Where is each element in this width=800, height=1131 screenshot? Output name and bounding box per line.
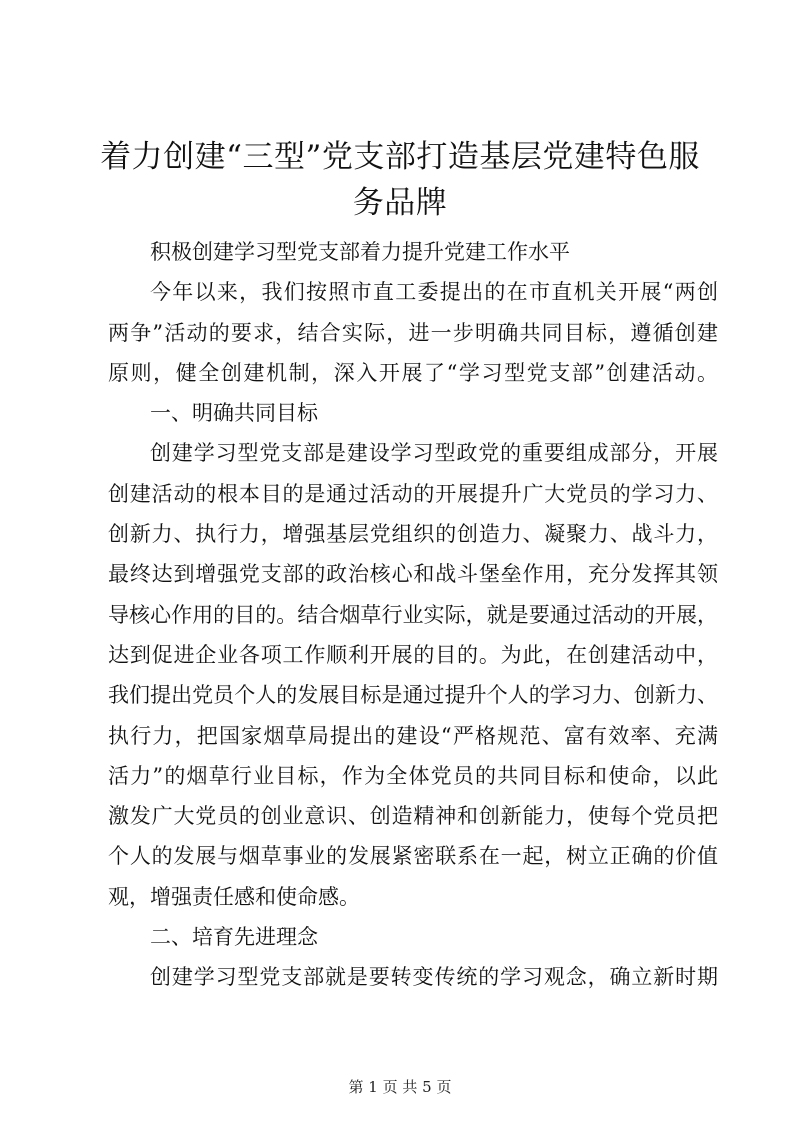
title-line-1: 着力创建“三型”党支部打造基层党建特色服 (100, 139, 700, 175)
paragraph-line: 原则，健全创建机制，深入开展了“学习型党支部”创建活动。 (108, 360, 718, 385)
document-body (108, 232, 718, 998)
title-line-2: 务品牌 (352, 185, 448, 221)
document-title (100, 134, 700, 226)
paragraph-line: 我们提出党员个人的发展目标是通过提升个人的学习力、创新力、 (108, 683, 718, 708)
section-heading-2: 二、培育先进理念 (150, 925, 318, 950)
subtitle-line: 积极创建学习型党支部着力提升党建工作水平 (150, 240, 570, 264)
paragraph-line: 两争”活动的要求，结合实际，进一步明确共同目标，遵循创建 (108, 320, 718, 345)
paragraph-line: 导核心作用的目的。结合烟草行业实际，就是要通过活动的开展， (108, 602, 718, 627)
paragraph-line: 创建学习型党支部就是要转变传统的学习观念，确立新时期 (150, 965, 718, 990)
section-heading-1: 一、明确共同目标 (150, 401, 318, 426)
paragraph-line: 执行力，把国家烟草局提出的建设“严格规范、富有效率、充满 (108, 723, 718, 748)
paragraph-line: 创建活动的根本目的是通过活动的开展提升广大党员的学习力、 (108, 481, 718, 506)
paragraph-line: 创新力、执行力，增强基层党组织的创造力、凝聚力、战斗力， (108, 522, 718, 547)
paragraph-line: 达到促进企业各项工作顺利开展的目的。为此，在创建活动中， (108, 642, 718, 667)
paragraph-line: 今年以来，我们按照市直工委提出的在市直机关开展“两创 (150, 280, 718, 305)
paragraph-line: 最终达到增强党支部的政治核心和战斗堡垒作用，充分发挥其领 (108, 562, 718, 587)
paragraph-line: 活力”的烟草行业目标，作为全体党员的共同目标和使命，以此 (108, 763, 718, 788)
paragraph-line: 观，增强责任感和使命感。 (108, 884, 360, 909)
paragraph-line: 创建学习型党支部是建设学习型政党的重要组成部分，开展 (150, 441, 718, 466)
paragraph-line: 个人的发展与烟草事业的发展紧密联系在一起，树立正确的价值 (108, 844, 718, 869)
page-number-footer: 第 1 页 共 5 页 (348, 1078, 452, 1096)
paragraph-line: 激发广大党员的创业意识、创造精神和创新能力，使每个党员把 (108, 804, 718, 829)
